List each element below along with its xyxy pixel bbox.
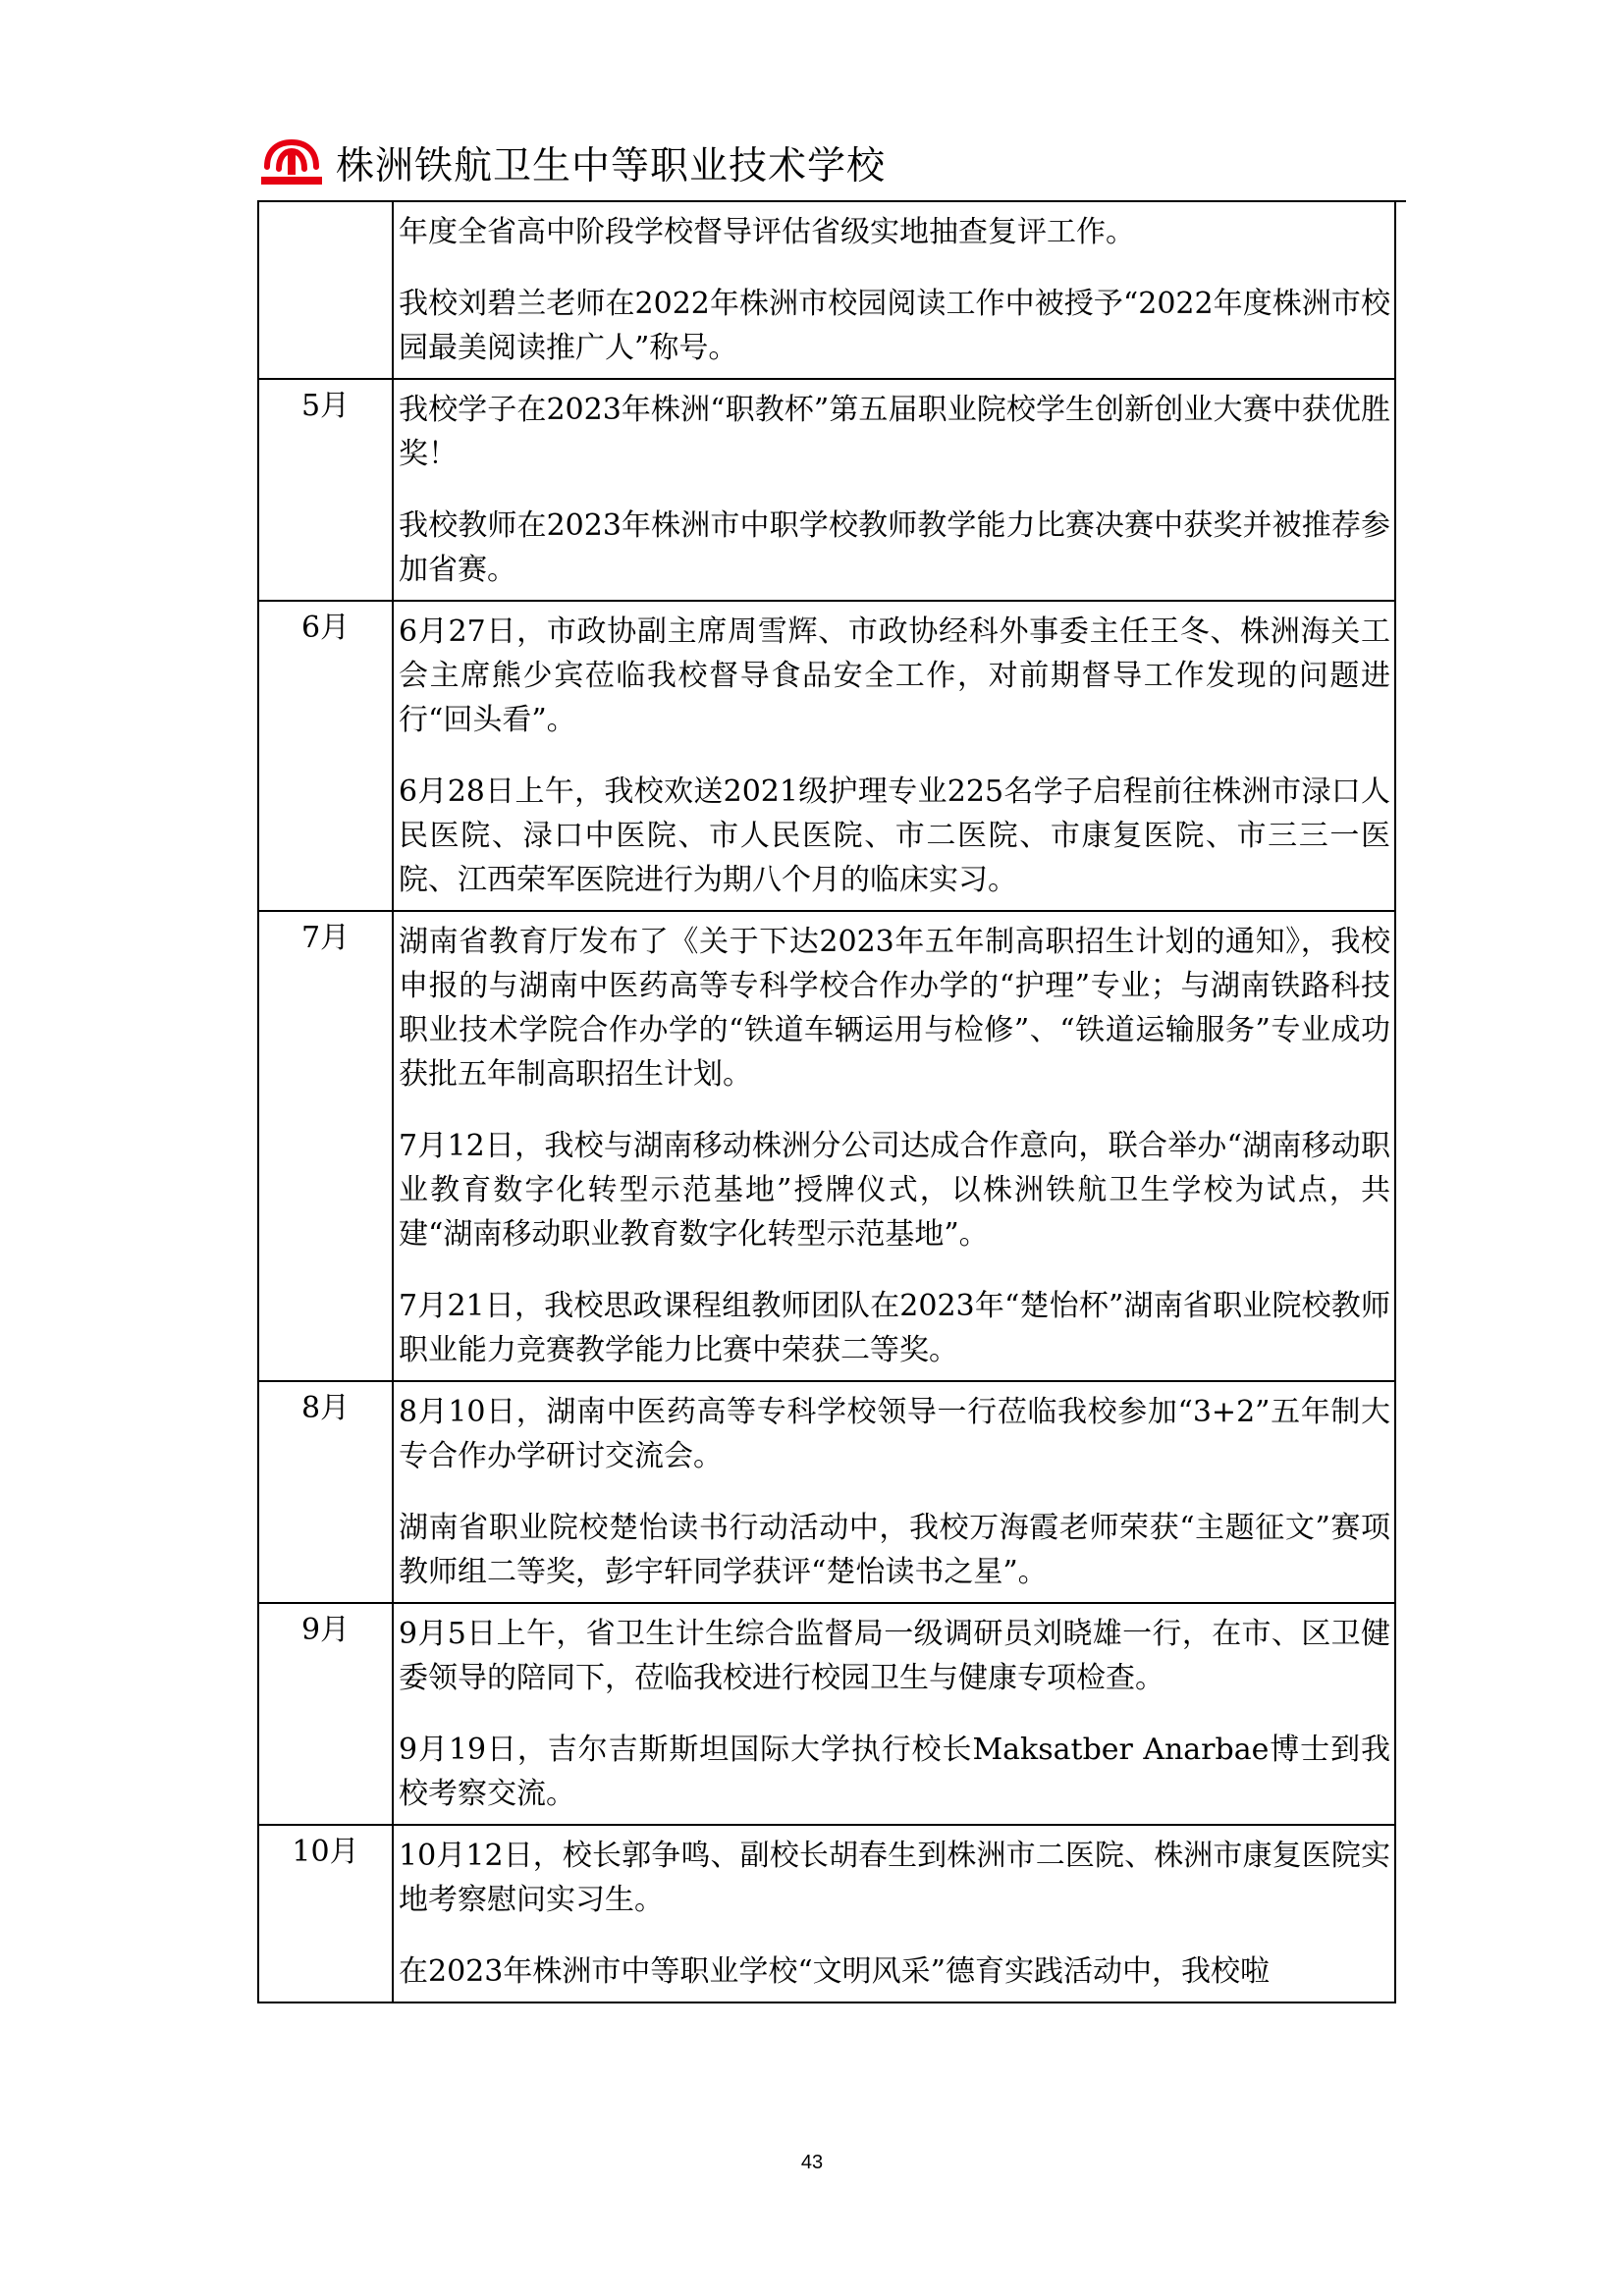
event-cell [393, 202, 1395, 379]
month-cell: 10月 [258, 1825, 393, 2002]
month-cell: 5月 [258, 379, 393, 601]
table-row [258, 601, 1395, 911]
event-paragraph: 我校刘碧兰老师在2022年株洲市校园阅读工作中被授予“2022年度株洲市校园最美阅读推广人”称号。 [399, 287, 1390, 365]
event-paragraph: 6月27日，市政协副主席周雪辉、市政协经科外事委主任王冬、株洲海关工会主席熊少宾莅临我校督导食品安全工作，对前期督导工作发现的问题进行“回头看”。 [399, 614, 1390, 737]
month-cell: 7月 [258, 911, 393, 1381]
event-paragraph: 9月19日，吉尔吉斯斯坦国际大学执行校长Maksatber Anarbae博士到我校考察交流。 [399, 1733, 1390, 1811]
page-number: 43 [800, 2152, 824, 2173]
event-paragraph: 7月12日，我校与湖南移动株洲分公司达成合作意向，联合举办“湖南移动职业教育数字化转型示范基地”授牌仪式，以株洲铁航卫生学校为试点，共建“湖南移动职业教育数字化转型示范基地”。 [399, 1129, 1390, 1252]
month-cell [258, 202, 393, 379]
event-cell [393, 1825, 1395, 2002]
events-table [257, 202, 1396, 2003]
page-header [257, 137, 1406, 198]
month-cell: 8月 [258, 1381, 393, 1603]
event-cell [393, 601, 1395, 911]
event-paragraph: 在2023年株洲市中等职业学校“文明风采”德育实践活动中，我校啦 [399, 1954, 1271, 1989]
event-cell [393, 1381, 1395, 1603]
event-cell [393, 911, 1395, 1381]
table-row [258, 202, 1395, 379]
month-cell: 6月 [258, 601, 393, 911]
event-paragraph: 7月21日，我校思政课程组教师团队在2023年“楚怡杯”湖南省职业院校教师职业能力竞赛教学能力比赛中荣获二等奖。 [399, 1289, 1390, 1367]
event-paragraph: 10月12日，校长郭争鸣、副校长胡春生到株洲市二医院、株洲市康复医院实地考察慰问实习生。 [399, 1839, 1390, 1917]
event-cell [393, 379, 1395, 601]
event-paragraph: 年度全省高中阶段学校督导评估省级实地抽查复评工作。 [399, 215, 1135, 249]
school-logo-icon [257, 137, 326, 188]
event-paragraph: 湖南省职业院校楚怡读书行动活动中，我校万海霞老师荣获“主题征文”赛项教师组二等奖，彭宇轩同学获评“楚怡读书之星”。 [399, 1511, 1390, 1589]
event-paragraph: 我校学子在2023年株洲“职教杯”第五届职业院校学生创新创业大赛中获优胜奖！ [399, 393, 1390, 471]
event-paragraph: 9月5日上午，省卫生计生综合监督局一级调研员刘晓雄一行，在市、区卫健委领导的陪同下，莅临我校进行校园卫生与健康专项检查。 [399, 1617, 1390, 1695]
table-row [258, 379, 1395, 601]
event-paragraph: 我校教师在2023年株洲市中职学校教师教学能力比赛决赛中获奖并被推荐参加省赛。 [399, 508, 1390, 587]
event-paragraph: 8月10日，湖南中医药高等专科学校领导一行莅临我校参加“3+2”五年制大专合作办学研讨交流会。 [399, 1395, 1390, 1473]
table-row [258, 1603, 1395, 1825]
table-row [258, 911, 1395, 1381]
school-name: 株洲铁航卫生中等职业技术学校 [336, 144, 887, 188]
event-paragraph: 湖南省教育厅发布了《关于下达2023年五年制高职招生计划的通知》，我校申报的与湖南中医药高等专科学校合作办学的“护理”专业；与湖南铁路科技职业技术学院合作办学的“铁道车辆运用与检修”、“铁道运输服务”专业成功获批五年制高职招生计划。 [399, 925, 1390, 1092]
table-row [258, 1381, 1395, 1603]
event-paragraph: 6月28日上午，我校欢送2021级护理专业225名学子启程前往株洲市渌口人民医院、渌口中医院、市人民医院、市二医院、市康复医院、市三三一医院、江西荣军医院进行为期八个月的临床实习。 [399, 774, 1390, 897]
month-cell: 9月 [258, 1603, 393, 1825]
event-cell [393, 1603, 1395, 1825]
table-row [258, 1825, 1395, 2002]
